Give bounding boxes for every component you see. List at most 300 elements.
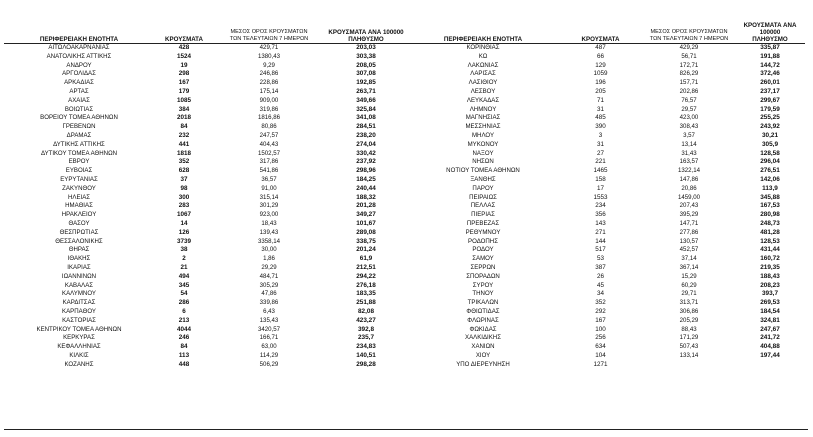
table-row [4, 238, 408, 247]
cell-cases: 286 [178, 299, 190, 307]
cell-cases: 144 [595, 237, 606, 245]
cell-cases: 2018 [176, 114, 191, 122]
cell-region: ΘΕΣΣΑΛΟΝΙΚΗΣ [55, 237, 103, 245]
cell-cases: 1465 [593, 167, 608, 175]
cell-per-100k: 349,66 [356, 96, 376, 104]
cell-cases: 213 [178, 316, 190, 324]
cell-region: ΙΘΑΚΗΣ [67, 255, 91, 263]
cell-region: ΘΗΡΑΣ [68, 246, 90, 254]
table-row [408, 273, 805, 282]
cell-cases: 179 [178, 87, 190, 95]
cell-region: ΖΑΚΥΝΘΟΥ [62, 184, 96, 192]
table-row [408, 185, 805, 194]
cell-region: ΤΡΙΚΑΛΩΝ [467, 299, 499, 307]
cell-region: ΔΥΤΙΚΟΥ ΤΟΜΕΑ ΑΘΗΝΩΝ [40, 149, 118, 157]
cell-cases: 54 [180, 290, 188, 298]
cell-seven-day-average: 29,57 [681, 105, 697, 113]
cell-seven-day-average: 6,43 [263, 307, 275, 315]
cell-per-100k: 219,35 [760, 263, 780, 271]
cell-region: ΡΟΔΟΠΗΣ [468, 237, 498, 245]
cell-per-100k: 191,88 [760, 52, 780, 60]
cell-region: ΛΕΥΚΑΔΑΣ [466, 96, 500, 104]
cell-seven-day-average: 29,71 [681, 290, 697, 298]
cell-region: ΗΜΑΘΙΑΣ [65, 202, 93, 210]
cell-cases: 2 [182, 255, 186, 263]
cell-cases: 45 [596, 281, 604, 289]
cell-cases: 1059 [593, 70, 608, 78]
cell-region: ΛΑΣΙΘΙΟΥ [468, 79, 498, 87]
cell-seven-day-average: 63,00 [261, 343, 277, 351]
table-row [408, 352, 805, 361]
cell-seven-day-average: 13,14 [681, 140, 697, 148]
cell-region: ΑΝΑΤΟΛΙΚΗΣ ΑΤΤΙΚΗΣ [46, 52, 112, 60]
cell-per-100k: 423,27 [356, 316, 376, 324]
cell-seven-day-average: 1,86 [263, 255, 275, 263]
cell-per-100k: 82,08 [358, 307, 374, 315]
cell-cases: 84 [180, 343, 188, 351]
table-row [4, 70, 408, 79]
cell-cases: 158 [595, 175, 606, 183]
cell-cases: 271 [595, 228, 606, 236]
cell-per-100k: 404,88 [760, 343, 780, 351]
cell-per-100k: 345,88 [760, 193, 780, 201]
cell-region: ΚΟΖΑΝΗΣ [64, 360, 94, 368]
cell-per-100k: 237,17 [760, 87, 780, 95]
cell-cases: 38 [180, 246, 188, 254]
cell-seven-day-average: 506,29 [259, 360, 279, 368]
table-row [408, 114, 805, 123]
cell-region: ΚΑΒΑΛΑΣ [64, 281, 94, 289]
cell-seven-day-average: 36,57 [261, 175, 277, 183]
cell-cases: 1271 [593, 360, 608, 368]
cell-cases: 21 [180, 263, 188, 271]
table-row [408, 299, 805, 308]
cell-cases: 113 [178, 351, 190, 359]
cell-per-100k: 330,42 [356, 149, 376, 157]
cell-seven-day-average: 91,00 [261, 184, 277, 192]
cell-seven-day-average: 202,86 [679, 87, 699, 95]
cell-per-100k: 392,8 [358, 325, 374, 333]
cell-seven-day-average: 826,29 [679, 70, 699, 78]
header-cases: ΚΡΟΥΣΜΑΤΑ [165, 36, 203, 43]
cell-region: ΒΟΡΕΙΟΥ ΤΟΜΕΑ ΑΘΗΝΩΝ [40, 114, 118, 122]
cell-cases: 143 [595, 219, 606, 227]
header-per-line2: ΠΛΗΘΥΣΜΟ [752, 36, 788, 43]
table-row [408, 123, 805, 132]
table-row [408, 176, 805, 185]
cell-per-100k: 240,44 [356, 184, 376, 192]
cell-cases: 485 [595, 114, 606, 122]
cell-region: ΜΑΓΝΗΣΙΑΣ [465, 114, 501, 122]
table-row [4, 229, 408, 238]
cell-seven-day-average: 301,29 [259, 202, 279, 210]
cell-cases: 1553 [593, 193, 608, 201]
cell-seven-day-average: 3358,14 [257, 237, 281, 245]
header-per-100k [324, 29, 408, 43]
table-row [4, 211, 408, 220]
cell-cases: 167 [595, 316, 606, 324]
cell-region: ΔΡΑΜΑΣ [66, 131, 92, 139]
cell-seven-day-average: 130,57 [679, 237, 699, 245]
cell-seven-day-average: 306,86 [679, 307, 699, 315]
cell-cases: 26 [596, 272, 604, 280]
cell-cases: 4044 [176, 325, 191, 333]
cell-cases: 104 [595, 351, 606, 359]
cell-region: ΦΘΙΩΤΙΔΑΣ [466, 307, 500, 315]
cell-per-100k: 274,04 [356, 140, 376, 148]
cell-seven-day-average: 339,86 [259, 299, 279, 307]
cell-region: ΦΛΩΡΙΝΑΣ [467, 316, 499, 324]
cell-per-100k: 372,46 [760, 70, 780, 78]
cell-per-100k: 203,03 [356, 44, 376, 51]
cell-cases: 3 [598, 131, 603, 139]
cell-cases: 1818 [176, 149, 191, 157]
cell-per-100k: 341,08 [356, 114, 376, 122]
cell-cases: 98 [180, 184, 188, 192]
table-row [4, 150, 408, 159]
table-row [408, 282, 805, 291]
cell-per-100k: 251,88 [356, 299, 376, 307]
cell-cases: 487 [595, 44, 606, 51]
cell-seven-day-average: 367,14 [679, 263, 699, 271]
cell-cases: 352 [595, 299, 606, 307]
cell-cases: 53 [596, 255, 604, 263]
cell-cases: 246 [178, 334, 190, 342]
cell-seven-day-average: 1380,43 [257, 52, 281, 60]
cell-seven-day-average: 3420,57 [257, 325, 281, 333]
cell-cases: 19 [180, 61, 188, 69]
header-per-line2: ΠΛΗΘΥΣΜΟ [348, 36, 384, 43]
table-row [4, 88, 408, 97]
cell-seven-day-average: 133,14 [679, 351, 699, 359]
table-row [408, 70, 805, 79]
cell-cases: 27 [596, 149, 604, 157]
cell-seven-day-average: 247,57 [259, 131, 279, 139]
table-row [4, 352, 408, 361]
header-cases: ΚΡΟΥΣΜΑΤΑ [581, 36, 620, 43]
cell-region: ΛΗΜΝΟΥ [469, 105, 497, 113]
cell-region: ΚΙΛΚΙΣ [69, 351, 89, 359]
cell-cases: 1085 [176, 96, 191, 104]
cell-cases: 232 [178, 131, 190, 139]
cell-region: ΝΟΤΙΟΥ ΤΟΜΕΑ ΑΘΗΝΩΝ [446, 167, 520, 175]
table-row [4, 106, 408, 115]
cell-region: ΤΗΝΟΥ [472, 290, 494, 298]
cell-region: ΑΙΤΩΛΟΑΚΑΡΝΑΝΙΑΣ [48, 44, 110, 51]
table-row [408, 220, 805, 229]
cell-region: ΠΑΡΟΥ [472, 184, 494, 192]
cell-per-100k: 280,98 [760, 211, 780, 219]
cell-per-100k: 338,75 [356, 237, 376, 245]
cell-region: ΒΟΙΩΤΙΑΣ [64, 105, 94, 113]
cell-per-100k: 61,9 [359, 255, 373, 263]
cell-per-100k: 325,84 [356, 105, 376, 113]
cell-region: ΙΩΑΝΝΙΝΩΝ [61, 272, 97, 280]
cell-seven-day-average: 29,29 [261, 263, 277, 271]
cell-region: ΛΕΣΒΟΥ [470, 87, 496, 95]
cell-cases: 387 [595, 263, 606, 271]
table-row [408, 158, 805, 167]
cell-cases: 84 [180, 123, 188, 131]
table-left-half [4, 24, 408, 369]
cell-cases: 3739 [176, 237, 191, 245]
cell-cases: 428 [178, 44, 190, 51]
cell-per-100k: 284,51 [356, 123, 376, 131]
cell-seven-day-average: 147,71 [679, 219, 699, 227]
table-header-right [408, 24, 805, 44]
table-row [4, 141, 408, 150]
cell-region: ΚΑΡΠΑΘΟΥ [62, 307, 96, 315]
table-row [408, 141, 805, 150]
table-row [4, 255, 408, 264]
cell-per-100k: 188,32 [356, 193, 376, 201]
cell-cases: 634 [595, 343, 606, 351]
cell-cases: 234 [595, 202, 606, 210]
table-row [4, 264, 408, 273]
cell-region: ΚΕΦΑΛΛΗΝΙΑΣ [57, 343, 101, 351]
table-row [4, 273, 408, 282]
cell-per-100k: 212,51 [356, 263, 376, 271]
cell-region: ΜΗΛΟΥ [471, 131, 495, 139]
cases-table [4, 24, 808, 369]
cell-cases: 167 [178, 79, 190, 87]
cell-per-100k: 481,28 [760, 228, 780, 236]
table-row [408, 255, 805, 264]
table-row [4, 290, 408, 299]
cell-per-100k: 299,67 [760, 96, 780, 104]
cell-per-100k: 101,67 [356, 219, 376, 227]
cell-seven-day-average: 20,86 [681, 184, 697, 192]
cell-region: ΚΩ [478, 52, 488, 60]
table-row [4, 334, 408, 343]
cell-region: ΚΕΝΤΡΙΚΟΥ ΤΟΜΕΑ ΑΘΗΝΩΝ [36, 325, 122, 333]
cell-cases: 292 [595, 307, 606, 315]
cell-seven-day-average: 541,86 [259, 167, 279, 175]
cell-seven-day-average: 37,14 [681, 255, 697, 263]
cell-cases: 126 [178, 228, 190, 236]
cell-region: ΛΑΚΩΝΙΑΣ [467, 61, 499, 69]
cell-seven-day-average: 319,86 [259, 105, 279, 113]
cell-per-100k: 248,73 [760, 219, 780, 227]
cell-per-100k: 247,67 [760, 325, 780, 333]
table-row [4, 194, 408, 203]
cell-per-100k: 234,83 [356, 343, 376, 351]
cell-cases: 221 [595, 158, 606, 166]
cell-seven-day-average: 171,29 [679, 334, 699, 342]
cell-seven-day-average: 246,86 [259, 70, 279, 78]
cell-cases: 1524 [176, 52, 191, 60]
cell-seven-day-average: 395,29 [679, 211, 699, 219]
cell-region: ΗΛΕΙΑΣ [67, 193, 91, 201]
cell-region: ΥΠΟ ΔΙΕΡΕΥΝΗΣΗ [456, 360, 510, 368]
cell-cases: 628 [178, 167, 190, 175]
cell-region: ΧΑΝΙΩΝ [471, 343, 495, 351]
cell-per-100k: 188,43 [760, 272, 780, 280]
cell-cases: 34 [596, 290, 604, 298]
cell-per-100k: 238,20 [356, 131, 376, 139]
cell-seven-day-average: 147,86 [679, 175, 699, 183]
cell-per-100k: 260,01 [760, 79, 780, 87]
cell-cases: 283 [178, 202, 190, 210]
cell-per-100k: 305,9 [762, 140, 778, 148]
cell-per-100k: 289,08 [356, 228, 376, 236]
cell-cases: 448 [178, 360, 190, 368]
table-row [4, 185, 408, 194]
cell-seven-day-average: 277,86 [679, 228, 699, 236]
table-row [408, 167, 805, 176]
cell-seven-day-average: 923,00 [259, 211, 279, 219]
table-row [408, 317, 805, 326]
cell-region: ΧΙΟΥ [475, 351, 491, 359]
cell-per-100k: 113,9 [762, 184, 778, 192]
cell-seven-day-average: 30,00 [261, 246, 277, 254]
cell-per-100k: 184,25 [356, 175, 376, 183]
cell-per-100k: 192,85 [356, 79, 376, 87]
cell-region: ΑΡΚΑΔΙΑΣ [64, 79, 94, 87]
table-row [4, 361, 408, 370]
cell-per-100k: 140,51 [356, 351, 376, 359]
cell-region: ΠΕΙΡΑΙΩΣ [469, 193, 497, 201]
cell-region: ΘΕΣΠΡΩΤΙΑΣ [59, 228, 99, 236]
table-row [408, 334, 805, 343]
cell-seven-day-average: 80,86 [261, 123, 277, 131]
cell-seven-day-average: 114,29 [259, 351, 279, 359]
cell-seven-day-average: 139,43 [259, 228, 279, 236]
table-row [408, 211, 805, 220]
cell-seven-day-average: 172,71 [679, 61, 699, 69]
cell-seven-day-average: 452,57 [679, 246, 699, 254]
cell-per-100k: 296,04 [760, 158, 780, 166]
table-row [408, 246, 805, 255]
cell-region: ΡΕΘΥΜΝΟΥ [465, 228, 501, 236]
cell-per-100k: 276,18 [356, 281, 376, 289]
cell-per-100k: 298,96 [356, 167, 376, 175]
cell-per-100k: 393,7 [762, 290, 778, 298]
cell-cases: 441 [178, 140, 190, 148]
header-per-line1: ΚΡΟΥΣΜΑΤΑ ΑΝΑ 100000 [743, 22, 797, 36]
table-row [4, 299, 408, 308]
cell-region: ΑΝΔΡΟΥ [66, 61, 92, 69]
table-body-left [4, 44, 408, 369]
cell-seven-day-average: 1459,00 [677, 193, 701, 201]
cell-seven-day-average: 60,29 [681, 281, 697, 289]
header-per-line1: ΚΡΟΥΣΜΑΤΑ ΑΝΑ 100000 [328, 29, 404, 36]
cell-per-100k: 208,23 [760, 281, 780, 289]
cell-per-100k: 160,72 [760, 255, 780, 263]
table-row [4, 317, 408, 326]
cell-seven-day-average: 1502,57 [257, 149, 281, 157]
cell-seven-day-average: 317,86 [259, 158, 279, 166]
table-row [408, 194, 805, 203]
cell-region: ΝΗΣΩΝ [472, 158, 494, 166]
cell-seven-day-average: 315,14 [259, 193, 279, 201]
cell-seven-day-average: 1816,86 [257, 114, 281, 122]
table-row [408, 44, 805, 53]
cell-region: ΣΠΟΡΑΔΩΝ [466, 272, 500, 280]
cell-seven-day-average: 163,57 [679, 158, 699, 166]
cell-region: ΣΥΡΟΥ [472, 281, 494, 289]
cell-region: ΕΥΡΥΤΑΝΙΑΣ [60, 175, 98, 183]
cell-region: ΠΕΛΛΑΣ [470, 202, 496, 210]
table-row [408, 361, 805, 370]
cell-per-100k: 298,28 [356, 360, 376, 368]
cell-region: ΜΕΣΣΗΝΙΑΣ [465, 123, 501, 131]
cell-cases: 31 [596, 105, 604, 113]
cell-seven-day-average: 207,43 [679, 202, 699, 210]
cell-cases: 384 [178, 105, 190, 113]
cell-seven-day-average: 175,14 [259, 87, 279, 95]
cell-seven-day-average: 47,86 [261, 290, 277, 298]
cell-per-100k: 241,72 [760, 334, 780, 342]
cell-seven-day-average: 909,00 [259, 96, 279, 104]
cell-cases: 71 [596, 96, 604, 104]
cell-cases: 37 [180, 175, 188, 183]
cell-per-100k: 303,38 [356, 52, 376, 60]
cell-per-100k: 335,87 [760, 44, 780, 51]
cell-cases: 256 [595, 334, 606, 342]
table-bottom-rule [4, 429, 808, 430]
cell-cases: 196 [595, 79, 606, 87]
cell-per-100k: 255,25 [760, 114, 780, 122]
cell-cases: 352 [178, 158, 190, 166]
table-row [408, 343, 805, 352]
cell-per-100k: 235,7 [358, 334, 374, 342]
cell-cases: 300 [178, 193, 190, 201]
cell-cases: 1067 [176, 211, 191, 219]
cell-per-100k: 201,28 [356, 202, 376, 210]
table-row [408, 238, 805, 247]
cell-seven-day-average: 305,29 [259, 281, 279, 289]
cell-cases: 494 [178, 272, 190, 280]
table-row [4, 44, 408, 53]
table-right-half [408, 24, 805, 369]
table-row [4, 202, 408, 211]
cell-region: ΞΑΝΘΗΣ [470, 175, 496, 183]
header-per-100k [735, 22, 805, 43]
cell-seven-day-average: 308,43 [679, 123, 699, 131]
table-row [4, 282, 408, 291]
table-row [408, 202, 805, 211]
cell-seven-day-average: 9,29 [263, 61, 275, 69]
table-row [408, 53, 805, 62]
cell-region: ΑΡΓΟΛΙΔΑΣ [62, 70, 96, 78]
cell-seven-day-average: 18,43 [261, 219, 277, 227]
table-row [4, 97, 408, 106]
header-region: ΠΕΡΙΦΕΡΕΙΑΚΗ ΕΝΟΤΗΤΑ [443, 36, 523, 43]
cell-region: ΠΙΕΡΙΑΣ [471, 211, 495, 219]
table-row [4, 79, 408, 88]
cell-region: ΚΟΡΙΝΘΙΑΣ [466, 44, 500, 51]
cell-per-100k: 237,92 [356, 158, 376, 166]
cell-region: ΚΕΡΚΥΡΑΣ [63, 334, 95, 342]
header-seven-day-average [214, 29, 324, 43]
cell-region: ΔΥΤΙΚΗΣ ΑΤΤΙΚΗΣ [53, 140, 105, 148]
table-row [4, 308, 408, 317]
cell-per-100k: 431,44 [760, 246, 780, 254]
cell-per-100k: 269,53 [760, 299, 780, 307]
cell-per-100k: 128,53 [760, 237, 780, 245]
cell-region: ΕΒΡΟΥ [68, 158, 90, 166]
header-region: ΠΕΡΙΦΕΡΕΙΑΚΗ ΕΝΟΤΗΤΑ [39, 36, 119, 43]
cell-seven-day-average: 15,29 [681, 272, 697, 280]
cell-seven-day-average: 56,71 [681, 52, 697, 60]
cell-cases: 6 [182, 307, 186, 315]
cell-seven-day-average: 157,71 [679, 79, 699, 87]
cell-region: ΑΡΤΑΣ [69, 87, 89, 95]
cell-region: ΙΚΑΡΙΑΣ [67, 263, 91, 271]
cell-cases: 205 [595, 87, 606, 95]
cell-seven-day-average: 423,00 [679, 114, 699, 122]
